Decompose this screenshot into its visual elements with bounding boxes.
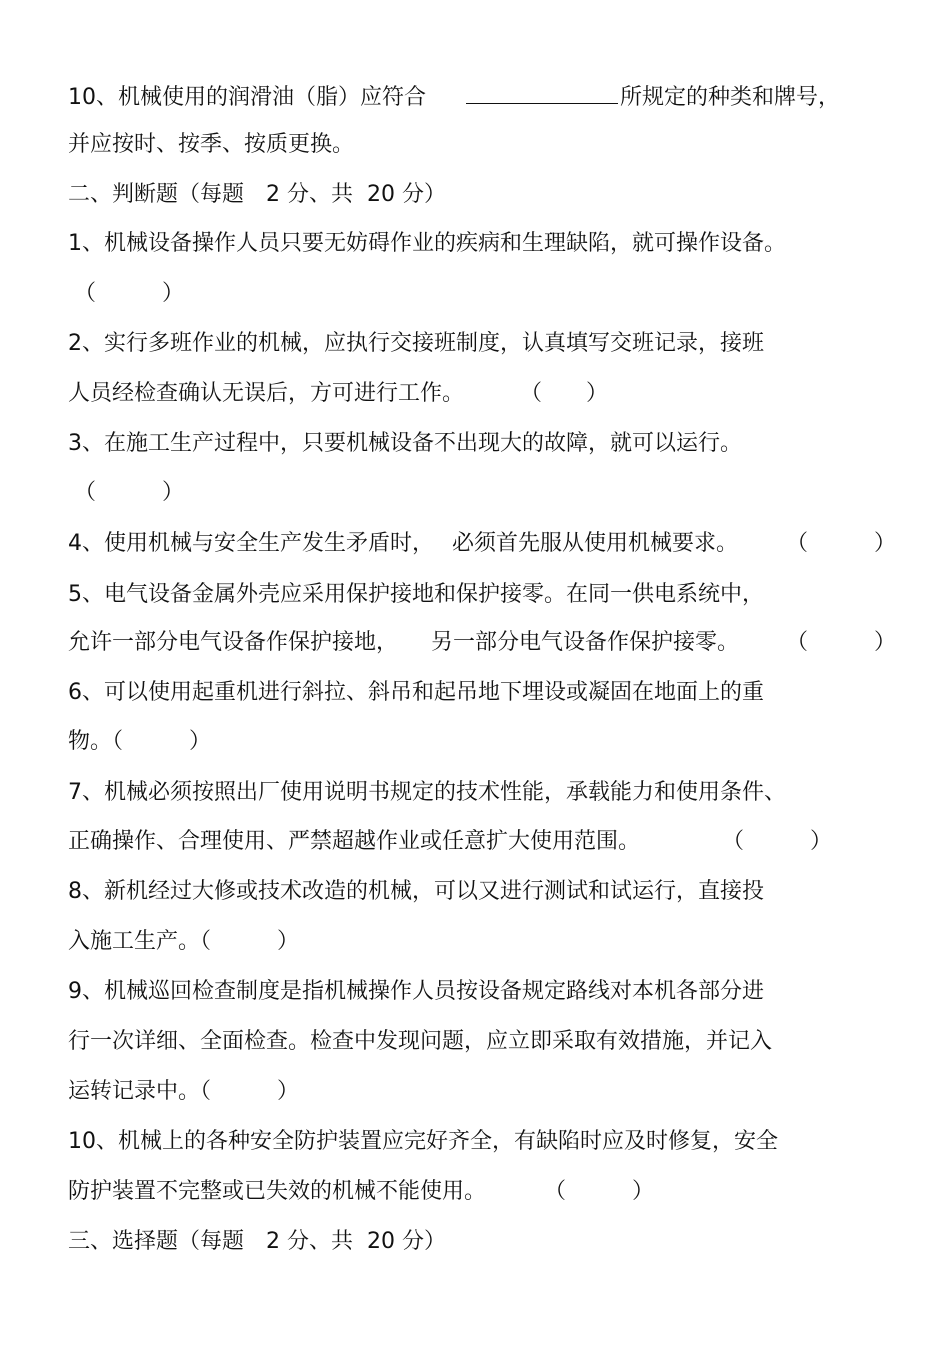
question-10-line-2: 并应按时、按季、按质更换。 <box>68 132 355 157</box>
judgment-5-line-2: 允许一部分电气设备作保护接地， 另一部分电气设备作保护接零。 <box>68 630 740 655</box>
judgment-7-answer-paren[interactable]: （ ） <box>722 829 833 854</box>
judgment-7-line-2: 正确操作、合理使用、严禁超越作业或任意扩大使用范围。 <box>68 829 641 854</box>
fill-in-blank[interactable] <box>466 81 618 104</box>
judgment-5-line-1: 5、电气设备金属外壳应采用保护接地和保护接零。在同一供电系统中， <box>68 582 764 607</box>
judgment-6-line-1: 6、可以使用起重机进行斜拉、斜吊和起吊地下埋设或凝固在地面上的重 <box>68 680 764 705</box>
judgment-5-answer-paren[interactable]: （ ） <box>786 630 897 655</box>
judgment-6-line-2: 物。（ ） <box>68 729 212 754</box>
judgment-10-line-2: 防护装置不完整或已失效的机械不能使用。 <box>68 1179 487 1204</box>
judgment-1-answer-paren[interactable]: （ ） <box>74 281 185 306</box>
question-10-line-1 <box>68 81 840 111</box>
question-10-text-after-blank: 所规定的种类和牌号， <box>620 85 841 110</box>
judgment-4-answer-paren[interactable]: （ ） <box>786 531 897 556</box>
section-heading-multiple-choice: 三、选择题（每题 2 分、共 20 分） <box>68 1229 446 1254</box>
judgment-9-line-2: 行一次详细、全面检查。检查中发现问题，应立即采取有效措施，并记入 <box>68 1029 773 1054</box>
judgment-3-line-1: 3、在施工生产过程中，只要机械设备不出现大的故障，就可以运行。 <box>68 431 742 456</box>
judgment-2-answer-paren[interactable]: （ ） <box>520 381 609 406</box>
judgment-8-line-2: 入施工生产。（ ） <box>68 929 300 954</box>
judgment-7-line-1: 7、机械必须按照出厂使用说明书规定的技术性能，承载能力和使用条件、 <box>68 780 786 805</box>
judgment-8-line-1: 8、新机经过大修或技术改造的机械，可以又进行测试和试运行，直接投 <box>68 879 764 904</box>
judgment-1-line-1: 1、机械设备操作人员只要无妨碍作业的疾病和生理缺陷，就可操作设备。 <box>68 231 786 256</box>
judgment-10-line-1: 10、机械上的各种安全防护装置应完好齐全，有缺陷时应及时修复，安全 <box>68 1129 778 1154</box>
judgment-9-line-3: 运转记录中。（ ） <box>68 1079 300 1104</box>
section-heading-true-false: 二、判断题（每题 2 分、共 20 分） <box>68 182 446 207</box>
judgment-9-line-1: 9、机械巡回检查制度是指机械操作人员按设备规定路线对本机各部分进 <box>68 979 764 1004</box>
judgment-4-line-1: 4、使用机械与安全生产发生矛盾时， 必须首先服从使用机械要求。 <box>68 531 738 556</box>
question-10-text: 10、机械使用的润滑油（脂）应符合 <box>68 85 426 110</box>
judgment-2-line-1: 2、实行多班作业的机械，应执行交接班制度，认真填写交班记录，接班 <box>68 331 764 356</box>
judgment-10-answer-paren[interactable]: （ ） <box>544 1179 655 1204</box>
judgment-3-answer-paren[interactable]: （ ） <box>74 480 185 505</box>
judgment-2-line-2: 人员经检查确认无误后，方可进行工作。 <box>68 381 465 406</box>
